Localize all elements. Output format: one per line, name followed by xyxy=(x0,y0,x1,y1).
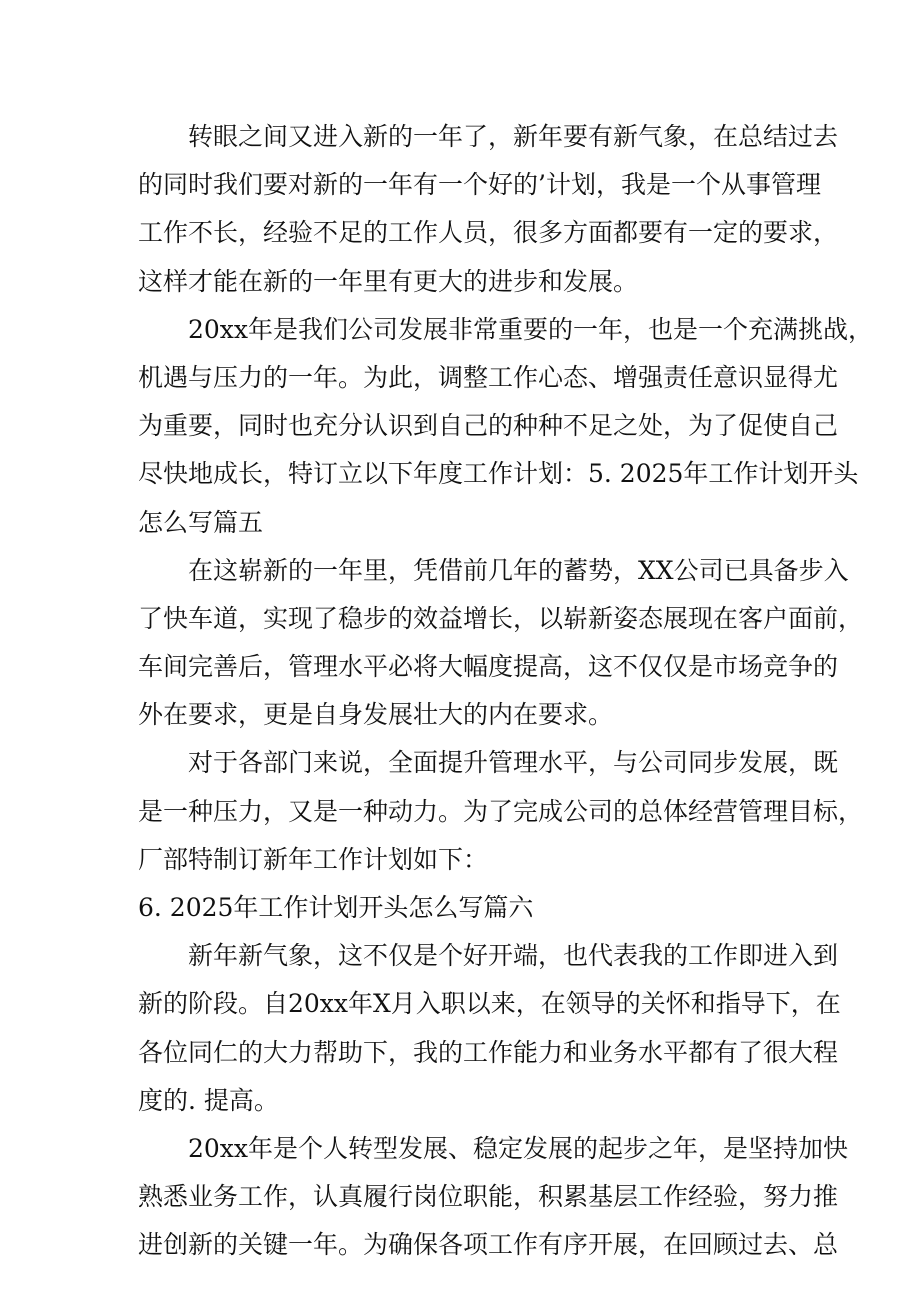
text-line: 机遇与压力的一年。为此，调整工作心态、增强责任意识显得尤 xyxy=(138,362,839,392)
text-line: 进创新的关键一年。为确保各项工作有序开展，在回顾过去、总 xyxy=(138,1230,839,1260)
paragraph-1 xyxy=(138,113,839,306)
paragraph-6 xyxy=(138,1125,849,1270)
text-line: 尽快地成长，特订立以下年度工作计划：5. 2025年工作计划开头 xyxy=(138,459,859,489)
text-line: 新年新气象，这不仅是个好开端，也代表我的工作即进入到 xyxy=(188,941,839,971)
paragraph-2 xyxy=(138,306,874,547)
paragraph-4 xyxy=(138,739,864,884)
text-line: 这样才能在新的一年里有更大的进步和发展。 xyxy=(138,266,639,296)
text-line: 是一种压力，又是一种动力。为了完成公司的总体经营管理目标， xyxy=(138,796,864,826)
text-line: 20xx年是个人转型发展、稳定发展的起步之年，是坚持加快 xyxy=(188,1133,849,1163)
text-line: 为重要，同时也充分认识到自己的种种不足之处，为了促使自己 xyxy=(138,411,839,441)
text-line: 转眼之间又进入新的一年了，新年要有新气象，在总结过去 xyxy=(188,122,839,151)
text-line: 外在要求，更是自身发展壮大的内在要求。 xyxy=(138,700,614,730)
text-line: 车间完善后，管理水平必将大幅度提高，这不仅仅是市场竞争的 xyxy=(138,652,839,682)
text-line: 对于各部门来说，全面提升管理水平，与公司同步发展，既 xyxy=(188,748,839,778)
text-line: 度的. 提高。 xyxy=(138,1085,279,1115)
text-line: 新的阶段。自20xx年X月入职以来，在领导的关怀和指导下，在 xyxy=(138,989,841,1019)
section-heading-6 xyxy=(138,884,788,932)
text-line: 在这崭新的一年里，凭借前几年的蓄势，XX公司已具备步入 xyxy=(188,555,849,585)
text-line: 各位同仁的大力帮助下，我的工作能力和业务水平都有了很大程 xyxy=(138,1037,839,1067)
text-line: 的同时我们要对新的一年有一个好的’计划，我是一个从事管理 xyxy=(138,170,821,200)
text-line: 20xx年是我们公司发展非常重要的一年，也是一个充满挑战， xyxy=(188,314,874,344)
document-body xyxy=(138,113,874,1270)
paragraph-3 xyxy=(138,547,864,740)
text-line: 工作不长，经验不足的工作人员，很多方面都要有一定的要求， xyxy=(138,218,839,248)
text-line: 了快车道，实现了稳步的效益增长，以崭新姿态展现在客户面前， xyxy=(138,603,864,633)
section-heading-text: 6. 2025年工作计划开头怎么写篇六 xyxy=(138,893,534,922)
paragraph-5 xyxy=(138,932,841,1125)
text-line: 厂部特制订新年工作计划如下： xyxy=(138,844,489,874)
text-line: 怎么写篇五 xyxy=(138,507,264,537)
text-line: 熟悉业务工作，认真履行岗位职能，积累基层工作经验，努力推 xyxy=(138,1182,839,1212)
